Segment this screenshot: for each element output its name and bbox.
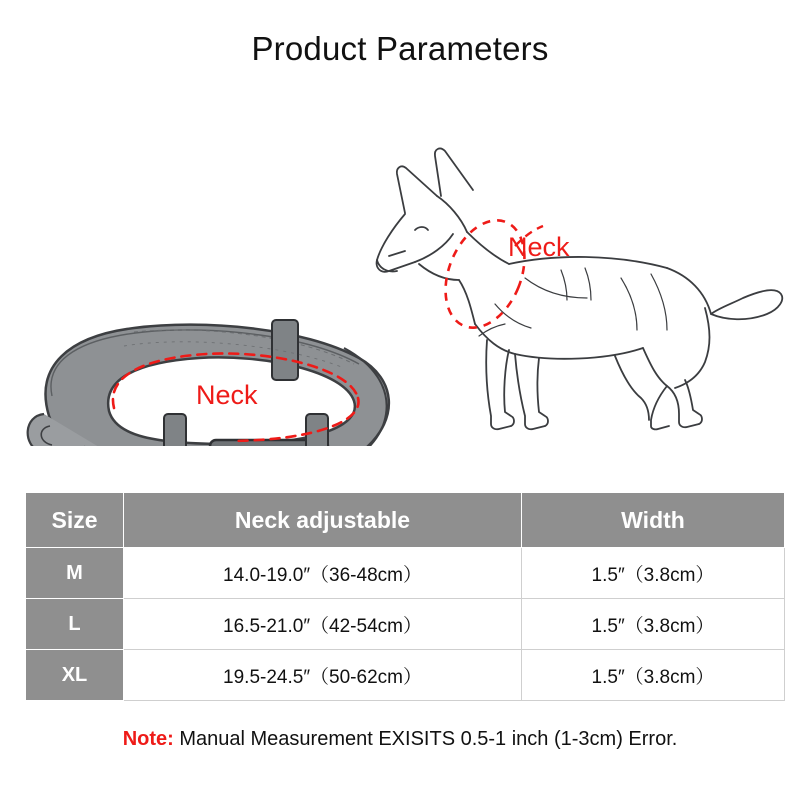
dog-neck-label: Neck (508, 232, 570, 262)
measurement-note (0, 728, 800, 751)
dog-graphic (375, 78, 790, 438)
note-label: Note: (122, 728, 174, 750)
size-chart-table (25, 492, 785, 701)
illustration-area (0, 68, 800, 468)
page-title: Product Parameters (251, 30, 549, 67)
note-text: Manual Measurement EXISITS 0.5-1 inch (1-3cm) Error. (173, 728, 678, 750)
cell-neck-adjustable: 19.5-24.5″（50-62cm） (124, 650, 522, 701)
dog-illustration (375, 78, 790, 438)
table-row (26, 650, 785, 701)
table-row (26, 599, 785, 650)
cell-size: L (26, 599, 124, 650)
column-header-neck-adjustable: Neck adjustable (124, 493, 522, 548)
table-body (26, 548, 785, 701)
table-header-row (26, 493, 785, 548)
cell-size: XL (26, 650, 124, 701)
cell-neck-adjustable: 14.0-19.0″（36-48cm） (124, 548, 522, 599)
collar-neck-label: Neck (196, 380, 258, 410)
cell-size: M (26, 548, 124, 599)
cell-neck-adjustable: 16.5-21.0″（42-54cm） (124, 599, 522, 650)
cell-width: 1.5″（3.8cm） (522, 650, 785, 701)
column-header-width: Width (522, 493, 785, 548)
column-header-size: Size (26, 493, 124, 548)
table-row (26, 548, 785, 599)
table-header (26, 493, 785, 548)
cell-width: 1.5″（3.8cm） (522, 599, 785, 650)
cell-width: 1.5″（3.8cm） (522, 548, 785, 599)
